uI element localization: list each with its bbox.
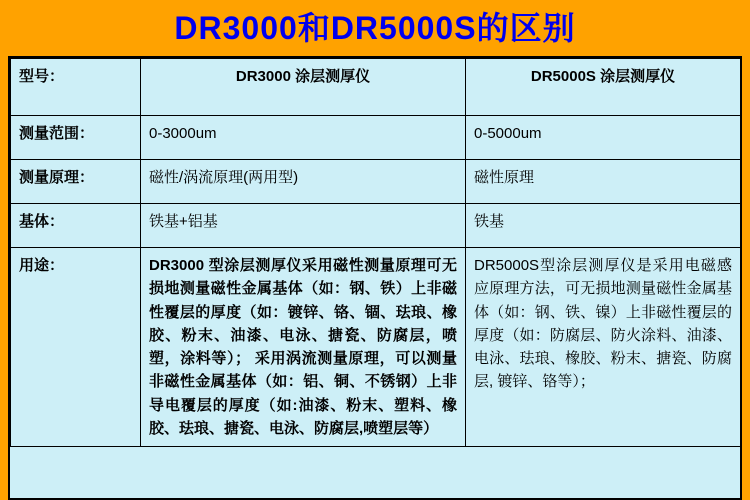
page-title: DR3000和DR5000S的区别 [174, 10, 576, 46]
comparison-table-container [8, 56, 742, 500]
cell-dr3000-principle: 磁性/涡流原理(两用型) [141, 160, 466, 204]
table-row-substrate [11, 204, 741, 248]
row-label-principle: 测量原理： [11, 160, 141, 204]
table-row-usage [11, 248, 741, 447]
cell-dr5000s-principle: 磁性原理 [466, 160, 741, 204]
cell-dr3000-usage: DR3000 型涂层测厚仪采用磁性测量原理可无损地测量磁性金属基体（如：钢、铁）上非磁性覆层的厚度（如：镀锌、铬、锢、珐琅、橡胶、粉末、油漆、电泳、搪瓷、防腐层，喷塑，涂料等）； 采用涡流测量原理，可以测量非磁性金属基体（如：铝、铜、不锈钢）上非导电覆层的厚度（如:油漆、粉末、塑料、橡胶、珐琅、搪瓷、电泳、防腐层,喷塑层等） [141, 248, 466, 447]
row-label-range: 测量范围： [11, 116, 141, 160]
table-header-row [11, 59, 741, 116]
title-bar [0, 0, 750, 56]
row-label-substrate: 基体： [11, 204, 141, 248]
cell-dr5000s-range: 0-5000um [466, 116, 741, 160]
comparison-table [10, 58, 741, 447]
cell-dr3000-substrate: 铁基+铝基 [141, 204, 466, 248]
header-cell-dr3000: DR3000 涂层测厚仪 [141, 59, 466, 116]
cell-dr5000s-usage: DR5000S型涂层测厚仪是采用电磁感应原理方法，可无损地测量磁性金属基体（如：钢、铁、镍）上非磁性覆层的厚度（如：防腐层、防火涂料、油漆、电泳、珐琅、橡胶、粉末、搪瓷、防腐层, 镀锌、铬等）； [466, 248, 741, 447]
header-cell-model: 型号： [11, 59, 141, 116]
table-row-principle [11, 160, 741, 204]
cell-dr5000s-substrate: 铁基 [466, 204, 741, 248]
row-label-usage: 用途： [11, 248, 141, 447]
header-cell-dr5000s: DR5000S 涂层测厚仪 [466, 59, 741, 116]
cell-dr3000-range: 0-3000um [141, 116, 466, 160]
table-row-range [11, 116, 741, 160]
